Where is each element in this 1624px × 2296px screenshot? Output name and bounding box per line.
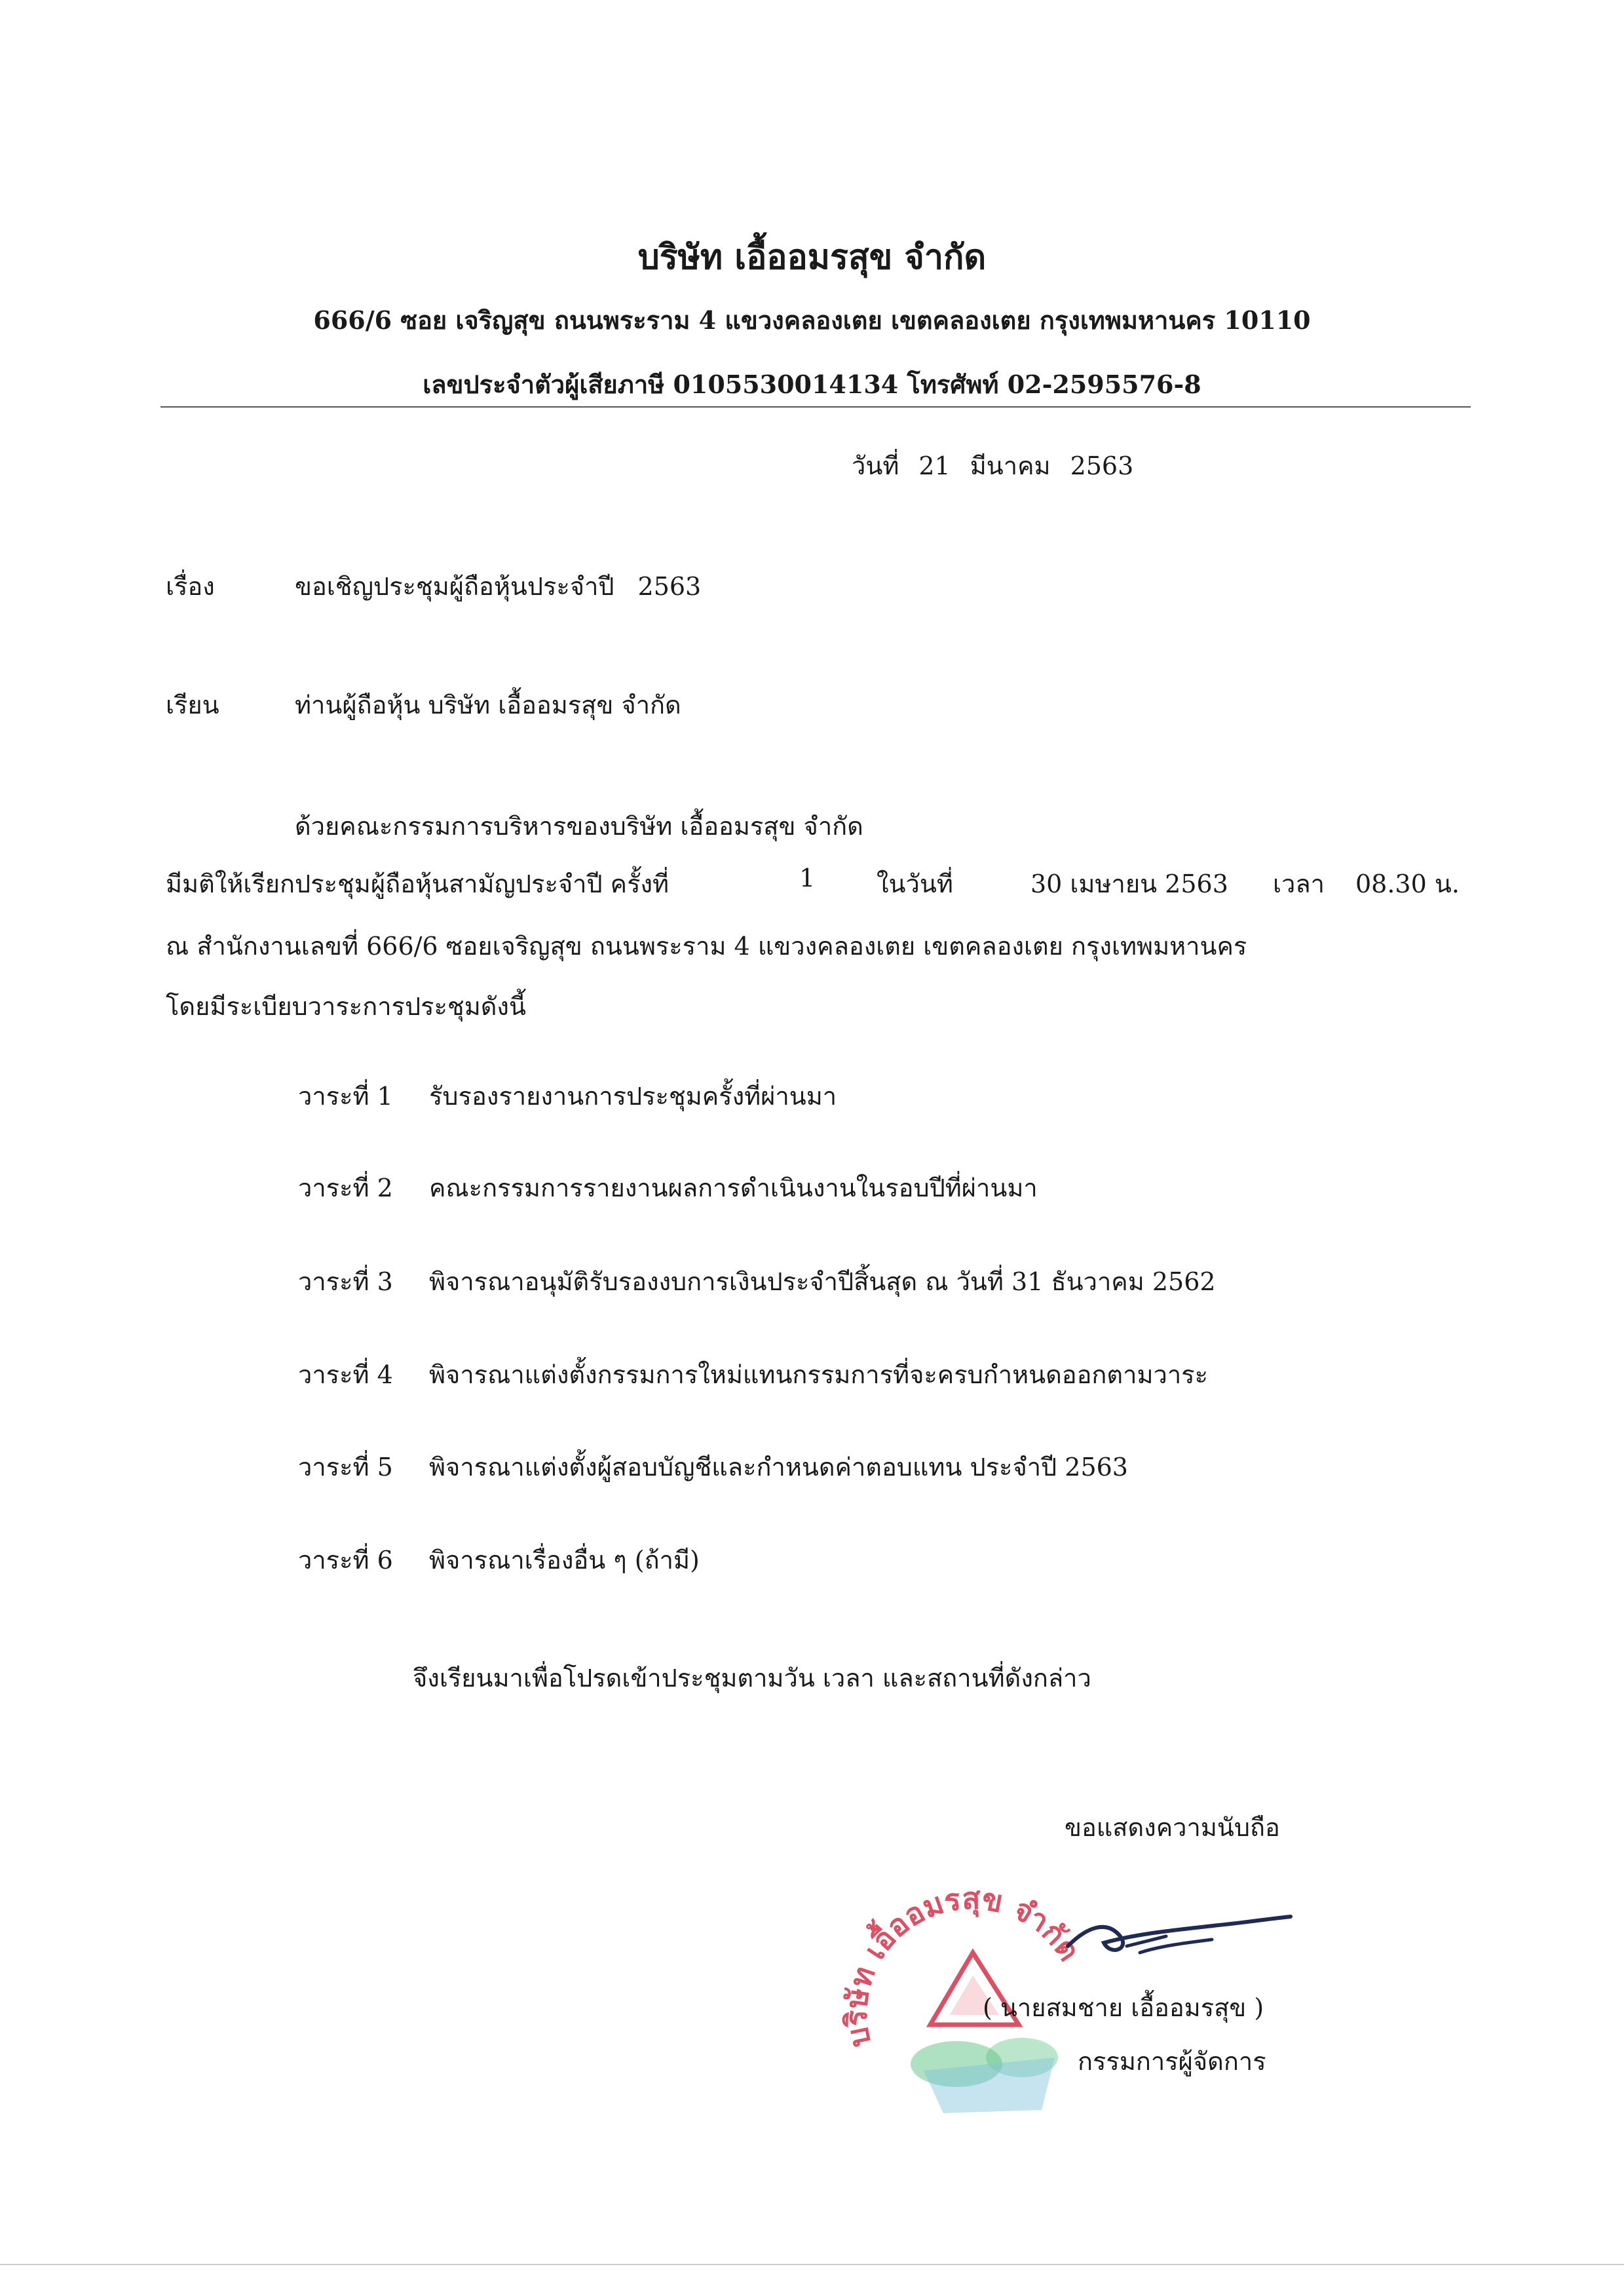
agenda-text: พิจารณาเรื่องอื่น ๆ (ถ้ามี) bbox=[429, 1546, 700, 1575]
signatory-title: กรรมการผู้จัดการ bbox=[1078, 2047, 1266, 2076]
signature-stroke-2 bbox=[1127, 1936, 1212, 1953]
company-name: บริษัท เอื้ออมรสุข จำกัด bbox=[637, 237, 987, 277]
subject-title: ขอเชิญประชุมผู้ถือหุ้นประจำปี bbox=[295, 572, 614, 601]
meeting-date-label: ในวันที่ bbox=[877, 870, 953, 898]
subject-text bbox=[295, 566, 701, 606]
agenda-label: วาระที่ 5 bbox=[298, 1453, 393, 1482]
date-month: มีนาคม bbox=[970, 451, 1051, 480]
signatory-name: ( นายสมชาย เอื้ออมรสุข ) bbox=[983, 1993, 1264, 2022]
body-line-1: ด้วยคณะกรรมการบริหารของบริษัท เอื้ออมรสุข จำกัด bbox=[295, 812, 863, 841]
scan-edge bbox=[0, 2264, 1624, 2265]
date-label: วันที่ bbox=[852, 451, 899, 480]
meeting-time-label: เวลา bbox=[1273, 870, 1325, 898]
meeting-resolution: มีมติให้เรียกประชุมผู้ถือหุ้นสามัญประจำปี ครั้งที่ bbox=[166, 870, 670, 898]
letter-date bbox=[852, 446, 1153, 486]
header-divider bbox=[161, 406, 1471, 408]
date-year: 2563 bbox=[1070, 451, 1134, 480]
agenda-label: วาระที่ 2 bbox=[298, 1174, 393, 1202]
body-line-4: โดยมีระเบียบวาระการประชุมดังนี้ bbox=[166, 992, 526, 1021]
subject-year: 2563 bbox=[637, 572, 702, 601]
agenda-label: วาระที่ 6 bbox=[298, 1546, 393, 1575]
agenda-text: พิจารณาแต่งตั้งผู้สอบบัญชีและกำหนดค่าตอบแทน ประจำปี 2563 bbox=[429, 1453, 1128, 1482]
date-day: 21 bbox=[918, 451, 951, 480]
subject-label: เรื่อง bbox=[166, 572, 215, 601]
signature bbox=[1048, 1907, 1297, 1972]
tax-id-phone: เลขประจำตัวผู้เสียภาษี 0105530014134 โทรศัพท์ 02-2595576-8 bbox=[423, 370, 1201, 399]
agenda-text: คณะกรรมการรายงานผลการดำเนินงานในรอบปีที่ผ่านมา bbox=[429, 1174, 1038, 1202]
closing-line: จึงเรียนมาเพื่อโปรดเข้าประชุมตามวัน เวลา และสถานที่ดังกล่าว bbox=[413, 1664, 1091, 1693]
meeting-time: 08.30 น. bbox=[1355, 870, 1460, 898]
stamp-text-path: บริษัท เอื้ออมรสุข จำกัด bbox=[838, 1881, 1087, 2050]
agenda-text: พิจารณาอนุมัติรับรองงบการเงินประจำปีสิ้นสุด ณ วันที่ 31 ธันวาคม 2562 bbox=[429, 1267, 1216, 1296]
agenda-label: วาระที่ 4 bbox=[298, 1360, 393, 1389]
recipient-text: ท่านผู้ถือหุ้น บริษัท เอื้ออมรสุข จำกัด bbox=[295, 691, 681, 719]
agenda-label: วาระที่ 3 bbox=[298, 1267, 393, 1296]
meeting-date: 30 เมษายน 2563 bbox=[1030, 870, 1228, 898]
body-line-3: ณ สำนักงานเลขที่ 666/6 ซอยเจริญสุข ถนนพระราม 4 แขวงคลองเตย เขตคลองเตย กรุงเทพมหานคร bbox=[166, 932, 1247, 961]
agenda-text: พิจารณาแต่งตั้งกรรมการใหม่แทนกรรมการที่จะครบกำหนดออกตามวาระ bbox=[429, 1360, 1208, 1389]
meeting-count: 1 bbox=[799, 864, 816, 892]
recipient-label: เรียน bbox=[166, 691, 219, 719]
agenda-text: รับรองรายงานการประชุมครั้งที่ผ่านมา bbox=[429, 1082, 837, 1111]
regards: ขอแสดงความนับถือ bbox=[1065, 1813, 1280, 1842]
company-address: 666/6 ซอย เจริญสุข ถนนพระราม 4 แขวงคลองเตย เขตคลองเตย กรุงเทพมหานคร 10110 bbox=[313, 305, 1311, 335]
agenda-label: วาระที่ 1 bbox=[298, 1082, 393, 1111]
